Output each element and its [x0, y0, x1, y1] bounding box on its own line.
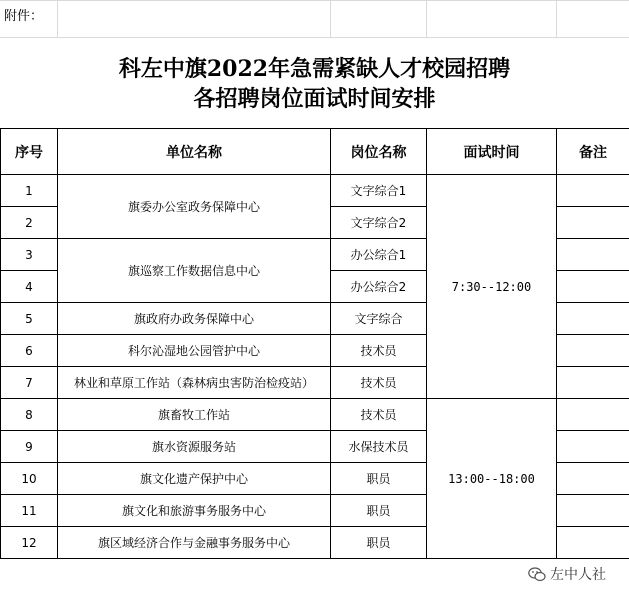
header-time: 面试时间 — [427, 129, 557, 175]
note-cell — [557, 335, 629, 367]
interview-time-morning: 7:30--12:00 — [427, 175, 557, 399]
note-cell — [557, 303, 629, 335]
position-name: 文字综合1 — [331, 175, 427, 207]
note-cell — [557, 399, 629, 431]
unit-name: 旗委办公室政务保障中心 — [58, 175, 331, 239]
position-name: 技术员 — [331, 367, 427, 399]
table-row — [1, 399, 629, 431]
unit-name: 旗区域经济合作与金融事务服务中心 — [58, 527, 331, 559]
position-name: 水保技术员 — [331, 431, 427, 463]
position-name: 办公综合2 — [331, 271, 427, 303]
position-name: 技术员 — [331, 335, 427, 367]
note-cell — [557, 431, 629, 463]
row-no: 12 — [1, 527, 58, 559]
unit-name: 旗巡察工作数据信息中心 — [58, 239, 331, 303]
unit-name: 旗畜牧工作站 — [58, 399, 331, 431]
header-row — [1, 129, 629, 175]
unit-name: 旗水资源服务站 — [58, 431, 331, 463]
position-name: 职员 — [331, 527, 427, 559]
row-no: 6 — [1, 335, 58, 367]
interview-schedule-table — [0, 128, 629, 559]
unit-name: 科尔沁湿地公园管护中心 — [58, 335, 331, 367]
header-note: 备注 — [557, 129, 629, 175]
row-no: 11 — [1, 495, 58, 527]
note-cell — [557, 367, 629, 399]
title-line-2: 各招聘岗位面试时间安排 — [193, 86, 436, 112]
unit-name: 林业和草原工作站（森林病虫害防治检疫站） — [58, 367, 331, 399]
page-title — [0, 54, 629, 114]
row-no: 2 — [1, 207, 58, 239]
note-cell — [557, 175, 629, 207]
unit-name: 旗文化和旅游事务服务中心 — [58, 495, 331, 527]
note-cell — [557, 207, 629, 239]
position-name: 技术员 — [331, 399, 427, 431]
position-name: 办公综合1 — [331, 239, 427, 271]
note-cell — [557, 495, 629, 527]
note-cell — [557, 239, 629, 271]
unit-name: 旗政府办政务保障中心 — [58, 303, 331, 335]
interview-time-afternoon: 13:00--18:00 — [427, 399, 557, 559]
watermark-text: 左中人社 — [550, 567, 606, 583]
row-no: 5 — [1, 303, 58, 335]
header-position: 岗位名称 — [331, 129, 427, 175]
title-line-1: 科左中旗2022年急需紧缺人才校园招聘 — [118, 56, 511, 82]
row-no: 7 — [1, 367, 58, 399]
header-no: 序号 — [1, 129, 58, 175]
row-no: 10 — [1, 463, 58, 495]
position-name: 职员 — [331, 463, 427, 495]
row-no: 1 — [1, 175, 58, 207]
position-name: 文字综合2 — [331, 207, 427, 239]
table-row — [1, 175, 629, 207]
row-no: 3 — [1, 239, 58, 271]
row-no: 9 — [1, 431, 58, 463]
note-cell — [557, 463, 629, 495]
row-no: 4 — [1, 271, 58, 303]
attachment-label: 附件： — [4, 9, 44, 24]
wechat-icon — [528, 567, 546, 582]
note-cell — [557, 527, 629, 559]
watermark — [528, 564, 606, 584]
note-cell — [557, 271, 629, 303]
row-no: 8 — [1, 399, 58, 431]
header-unit: 单位名称 — [58, 129, 331, 175]
position-name: 文字综合 — [331, 303, 427, 335]
unit-name: 旗文化遗产保护中心 — [58, 463, 331, 495]
position-name: 职员 — [331, 495, 427, 527]
